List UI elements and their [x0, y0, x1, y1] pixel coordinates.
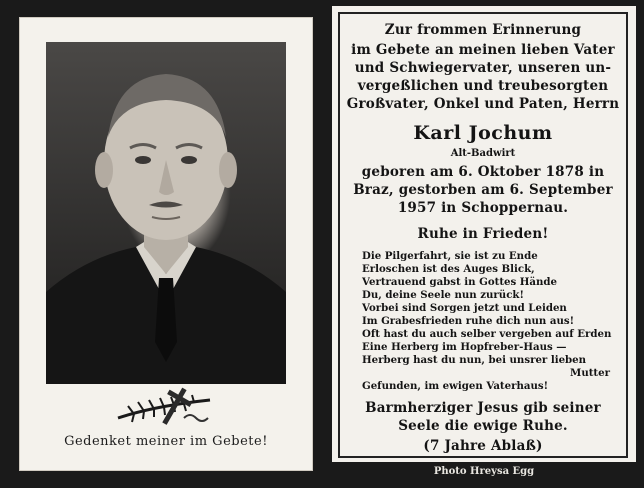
dates-line: Braz, gestorben am 6. September [353, 182, 613, 198]
right-card [332, 6, 636, 462]
intro-line: Zur frommen Erinnerung [384, 22, 582, 38]
portrait-photo [46, 42, 286, 384]
deceased-name: Karl Jochum [413, 122, 553, 144]
verse-line: Du, deine Seele nun zurück! [362, 289, 524, 301]
verse-line: Mutter [570, 367, 610, 379]
verse-line: Oft hast du auch selber vergeben auf Erden [362, 328, 612, 340]
text-frame [338, 12, 628, 458]
verse-line: Vorbei sind Sorgen jetzt und Leiden [362, 302, 567, 314]
verse-line: Eine Herberg im Hopfreber-Haus — [362, 341, 567, 353]
prayer-line: Barmherziger Jesus gib seiner [365, 400, 601, 416]
rest-in-peace: Ruhe in Frieden! [417, 226, 549, 242]
verse-line: Vertrauend gabst in Gottes Hände [362, 276, 558, 288]
verse-line: Im Grabesfrieden ruhe dich nun aus! [362, 315, 575, 327]
verse-line: Erloschen ist des Auges Blick, [362, 263, 535, 275]
dates-line: 1957 in Schoppernau. [397, 200, 569, 216]
deceased-title: Alt-Badwirt [450, 148, 516, 159]
intro-line: und Schwiegervater, unseren un- [354, 60, 612, 76]
photo-credit: Photo Hreysa Egg [433, 466, 535, 477]
prayer-line: Seele die ewige Ruhe. [398, 418, 568, 434]
verse-line: Herberg hast du nun, bei unsrer lieben [362, 354, 587, 366]
cross-and-palm-emblem-icon [114, 384, 218, 430]
intro-line: im Gebete an meinen lieben Vater [351, 42, 615, 58]
intro-line: vergeßlichen und treubesorgten [357, 78, 609, 94]
left-card [20, 18, 312, 470]
verse-line: Gefunden, im ewigen Vaterhaus! [362, 380, 549, 392]
portrait-figure [46, 42, 286, 384]
verse-line: Die Pilgerfahrt, sie ist zu Ende [362, 250, 538, 262]
intro-line: Großvater, Onkel und Paten, Herrn [346, 96, 620, 112]
indulgence: (7 Jahre Ablaß) [423, 438, 543, 454]
dates-line: geboren am 6. Oktober 1878 in [361, 164, 605, 180]
left-caption: Gedenket meiner im Gebete! [64, 434, 268, 449]
